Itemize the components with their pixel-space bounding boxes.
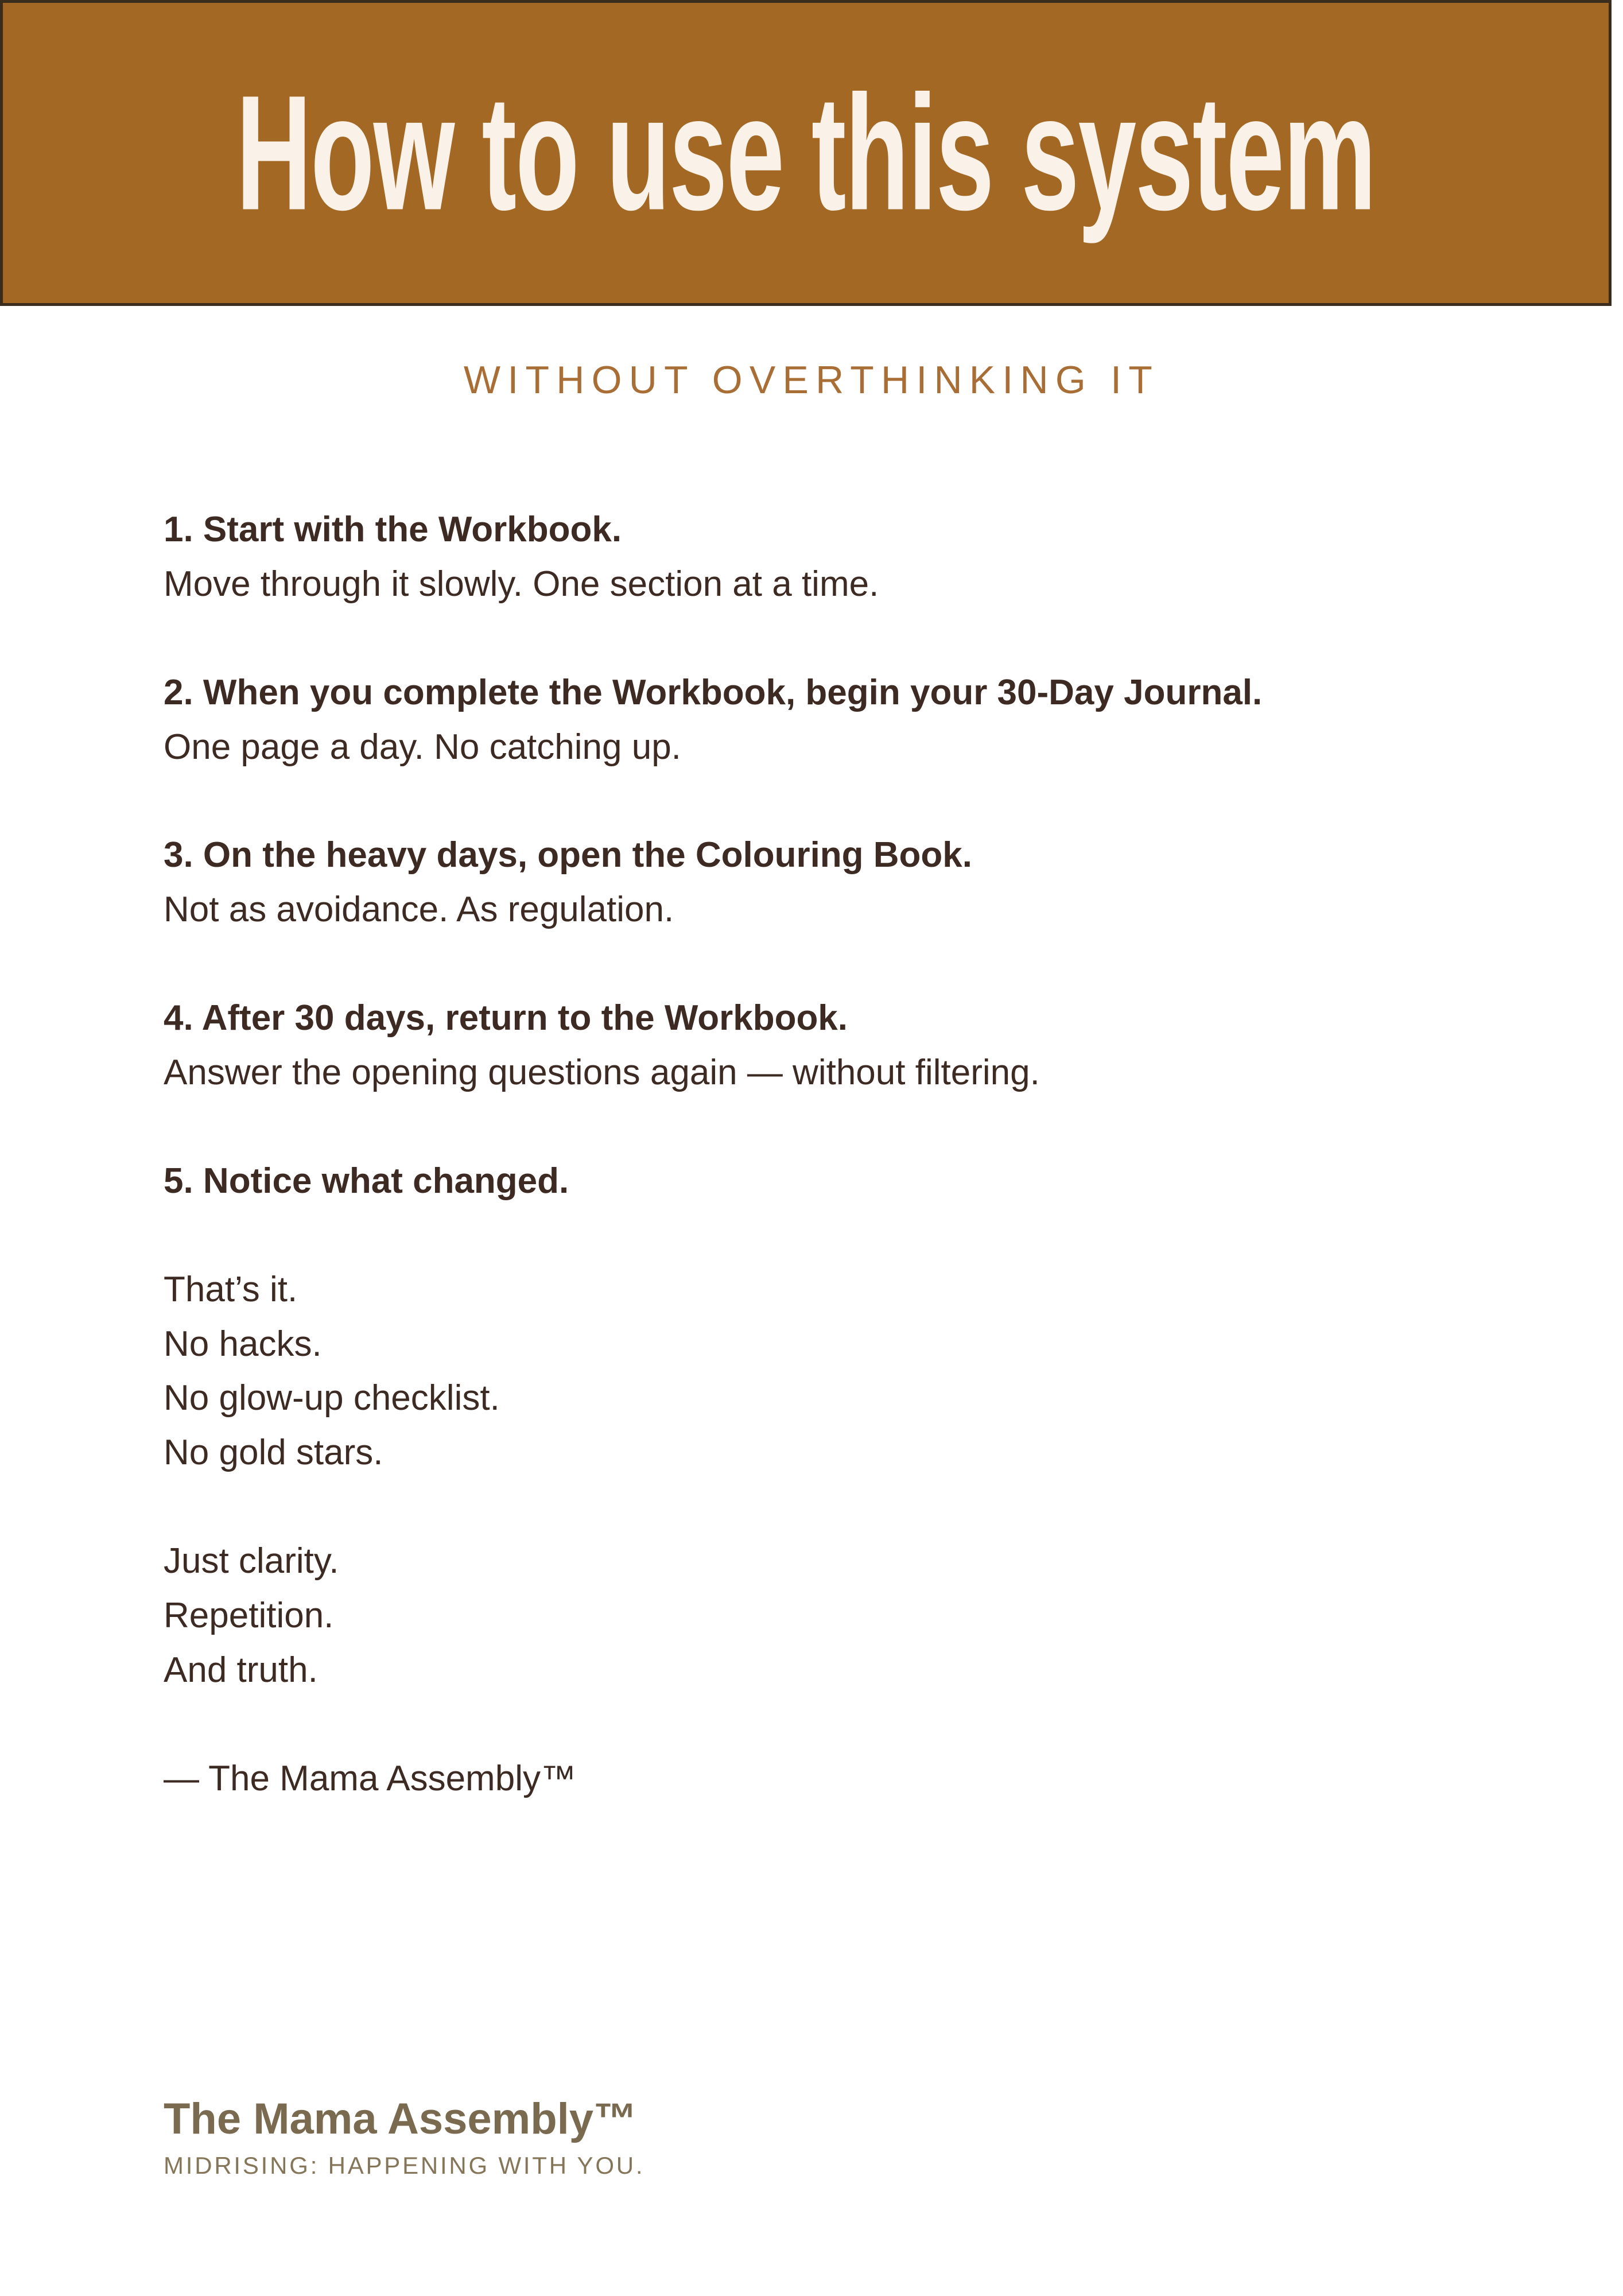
header-banner — [0, 0, 1612, 306]
step-5-heading: 5. Notice what changed. — [164, 1161, 569, 1201]
step-1-heading: 1. Start with the Workbook. — [164, 510, 622, 549]
step-4-body: Answer the opening questions again — without filtering. — [164, 1053, 1040, 1093]
step-2-heading: 2. When you complete the Workbook, begin your 30-Day Journal. — [164, 672, 1263, 712]
step-2-body: One page a day. No catching up. — [164, 727, 681, 767]
closing-line: No glow-up checklist. — [164, 1378, 500, 1418]
attribution: — The Mama Assembly™ — [164, 1758, 576, 1798]
step-5 — [164, 1154, 1311, 1209]
step-3-heading: 3. On the heavy days, open the Colouring Book. — [164, 835, 972, 875]
step-1 — [164, 503, 1311, 612]
step-3 — [164, 828, 1311, 937]
closing-line: That’s it. — [164, 1269, 298, 1309]
closing-line: Repetition. — [164, 1596, 334, 1636]
step-2 — [164, 666, 1311, 775]
page-title: How to use this system — [236, 61, 1376, 245]
step-4 — [164, 991, 1311, 1100]
closing-line: No gold stars. — [164, 1433, 383, 1473]
instructions-list — [164, 503, 1311, 1806]
footer-brand: The Mama Assembly™ — [164, 2095, 638, 2143]
closing-line: No hacks. — [164, 1324, 322, 1364]
page-subtitle: WITHOUT OVERTHINKING IT — [463, 358, 1160, 402]
footer — [164, 2095, 644, 2180]
closing-line: Just clarity. — [164, 1541, 339, 1581]
footer-tagline: MIDRISING: HAPPENING WITH YOU. — [164, 2151, 645, 2179]
closing-line: And truth. — [164, 1650, 318, 1690]
step-3-body: Not as avoidance. As regulation. — [164, 890, 674, 930]
closing-group-2 — [164, 1534, 1311, 1698]
step-1-body: Move through it slowly. One section at a time. — [164, 564, 879, 604]
closing-group-1 — [164, 1263, 1311, 1480]
step-4-heading: 4. After 30 days, return to the Workbook. — [164, 998, 848, 1038]
